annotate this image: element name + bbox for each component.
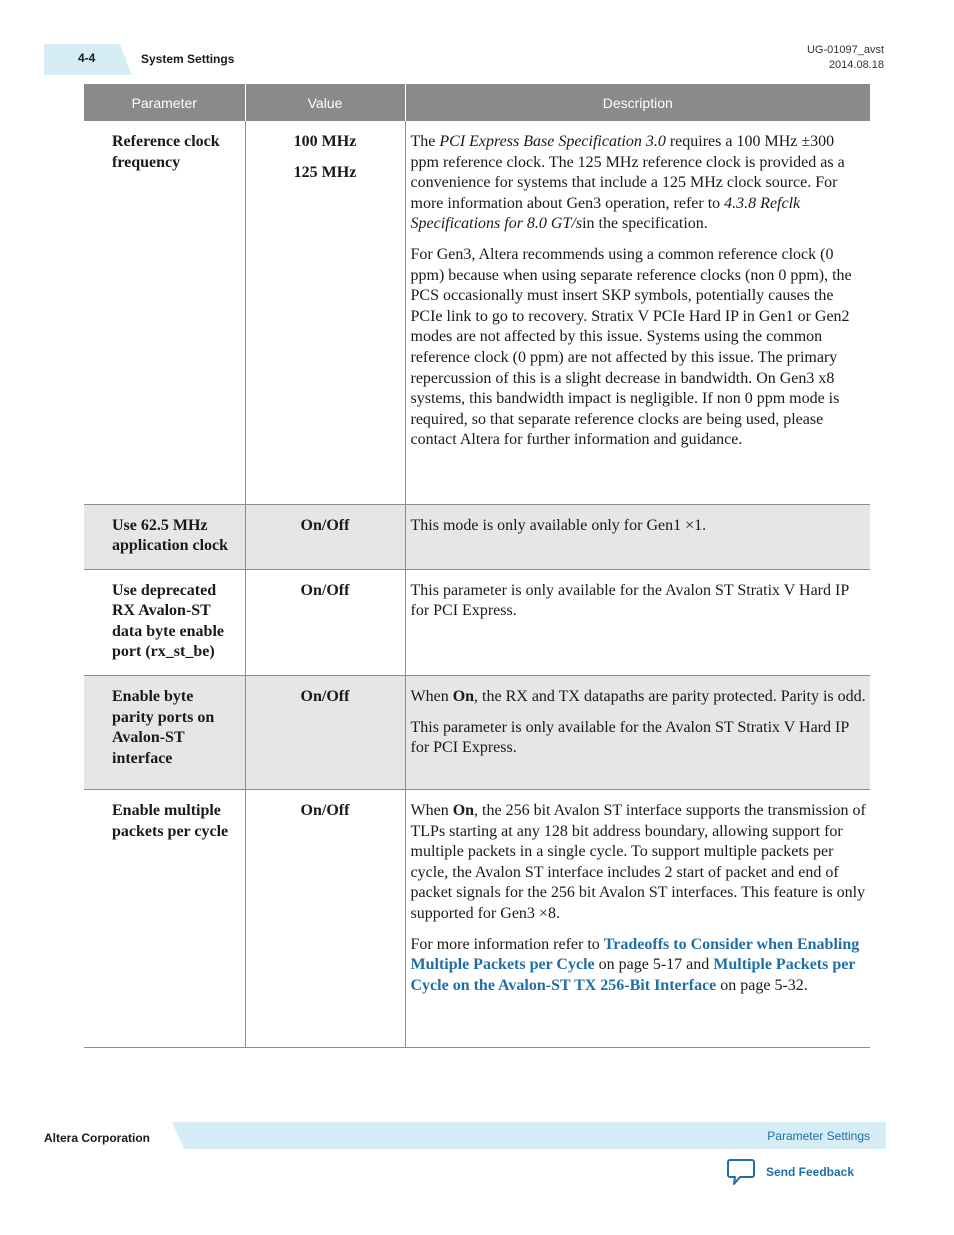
section-title: System Settings (141, 52, 235, 66)
description-paragraph (411, 801, 867, 925)
parameter-description (405, 569, 870, 675)
value-option: On/Off (300, 581, 350, 599)
spec-reference: 4.3.8 Refclk Specifications for 8.0 GT/s (410, 194, 801, 233)
parameter-value (245, 569, 405, 675)
description-text: For Gen3, Altera recommends using a common reference clock (0 ppm) because when using separate reference clocks (non 0 ppm), the PCS occasionally must insert SKP symbols, potentially causes the PCIe link to go to recovery. Stratix V PCIe Hard IP in Gen1 or Gen2 modes are not affected by this issue. Systems using the common reference clock (0 ppm) are not affected by this issue. The primary repercussion of this is a slight decrease in bandwidth. On Gen3 x8 systems, this bandwidth impact is negligible. If non 0 ppm mode is required, so that separate reference clocks are being used, please contact Altera for further information and guidance. (410, 245, 852, 449)
description-text: The (410, 133, 440, 150)
column-header: Value (245, 84, 405, 121)
table-row (84, 790, 870, 1048)
doc-info (807, 43, 884, 73)
page-number: 4-4 (78, 51, 96, 65)
parameter-name: Enable byte parity ports on Avalon-ST interface (84, 676, 245, 790)
cross-reference-link[interactable]: Multiple Packets per Cycle on the Avalon-ST TX 256-Bit Interface (410, 956, 856, 994)
parameter-description (405, 676, 870, 790)
doc-date: 2014.08.18 (828, 59, 884, 71)
parameter-name: Use deprecated RX Avalon-ST data byte enable port (rx_st_be) (84, 569, 245, 675)
speech-bubble-icon (726, 1158, 756, 1186)
parameter-description (405, 504, 870, 569)
description-paragraph (411, 718, 867, 759)
table-row (84, 569, 870, 675)
description-text: When (410, 688, 453, 706)
description-text: in the specification. (582, 215, 708, 233)
parameter-table (84, 84, 870, 1048)
description-paragraph (411, 581, 867, 622)
description-text: , the 256 bit Avalon ST interface supports the transmission of TLPs starting at any 128 bit address boundary, allowing support for multiple packets in a single cycle. To support multiple packets per cycle, the Avalon ST interface includes 2 start of packet and end of packet signals for the 256 bit Avalon ST interfaces. This feature is only supported for Gen3 ×8. (410, 802, 866, 923)
parameter-description (405, 121, 870, 504)
value-option: On/Off (300, 516, 350, 534)
description-paragraph (411, 245, 867, 451)
description-text: on page 5-17 and (594, 956, 714, 974)
description-text: This parameter is only available for the Avalon ST Stratix V Hard IP for PCI Express. (410, 718, 849, 757)
parameter-description (405, 790, 870, 1048)
emphasis: On (452, 802, 475, 820)
description-text: , the RX and TX datapaths are parity protected. Parity is odd. (474, 688, 866, 706)
table-header-row (84, 84, 870, 121)
table-row (84, 676, 870, 790)
column-header: Parameter (84, 84, 245, 121)
column-header: Description (405, 84, 870, 121)
parameter-value (245, 121, 405, 504)
doc-id: UG-01097_avst (806, 44, 884, 56)
parameter-value (245, 790, 405, 1048)
value-option: 100 MHz (293, 133, 357, 150)
description-paragraph (411, 516, 867, 537)
description-text: For more information refer to (410, 935, 604, 953)
value-option: 125 MHz (293, 163, 357, 181)
section-link[interactable]: Parameter Settings (767, 1129, 870, 1143)
description-text: requires a 100 MHz ±300 ppm reference clock. The 125 MHz reference clock is provided as a convenience for systems that include a 125 MHz clock source. For more information about Gen3 operation, refer to (410, 133, 845, 212)
send-feedback-button[interactable] (726, 1158, 854, 1186)
spec-reference: PCI Express Base Specification 3.0 (439, 133, 666, 150)
description-paragraph (411, 687, 867, 708)
parameter-name: Enable multiple packets per cycle (84, 790, 245, 1048)
description-paragraph (411, 935, 867, 997)
value-option: On/Off (300, 802, 350, 820)
description-text: on page 5-32. (716, 976, 808, 994)
table-row (84, 121, 870, 504)
table-row (84, 504, 870, 569)
company-name: Altera Corporation (44, 1131, 151, 1145)
description-paragraph (411, 132, 867, 235)
description-text: When (410, 802, 453, 820)
emphasis: On (452, 688, 475, 706)
parameter-value (245, 504, 405, 569)
description-text: This parameter is only available for the Avalon ST Stratix V Hard IP for PCI Express. (410, 581, 849, 620)
description-text: This mode is only available only for Gen1 ×1. (410, 516, 707, 534)
send-feedback-label: Send Feedback (766, 1165, 855, 1179)
parameter-value (245, 676, 405, 790)
value-option: On/Off (300, 688, 350, 706)
parameter-name: Use 62.5 MHz application clock (84, 504, 245, 569)
cross-reference-link[interactable]: Tradeoffs to Consider when Enabling Multiple Packets per Cycle (410, 935, 860, 974)
parameter-name: Reference clock frequency (84, 121, 245, 504)
